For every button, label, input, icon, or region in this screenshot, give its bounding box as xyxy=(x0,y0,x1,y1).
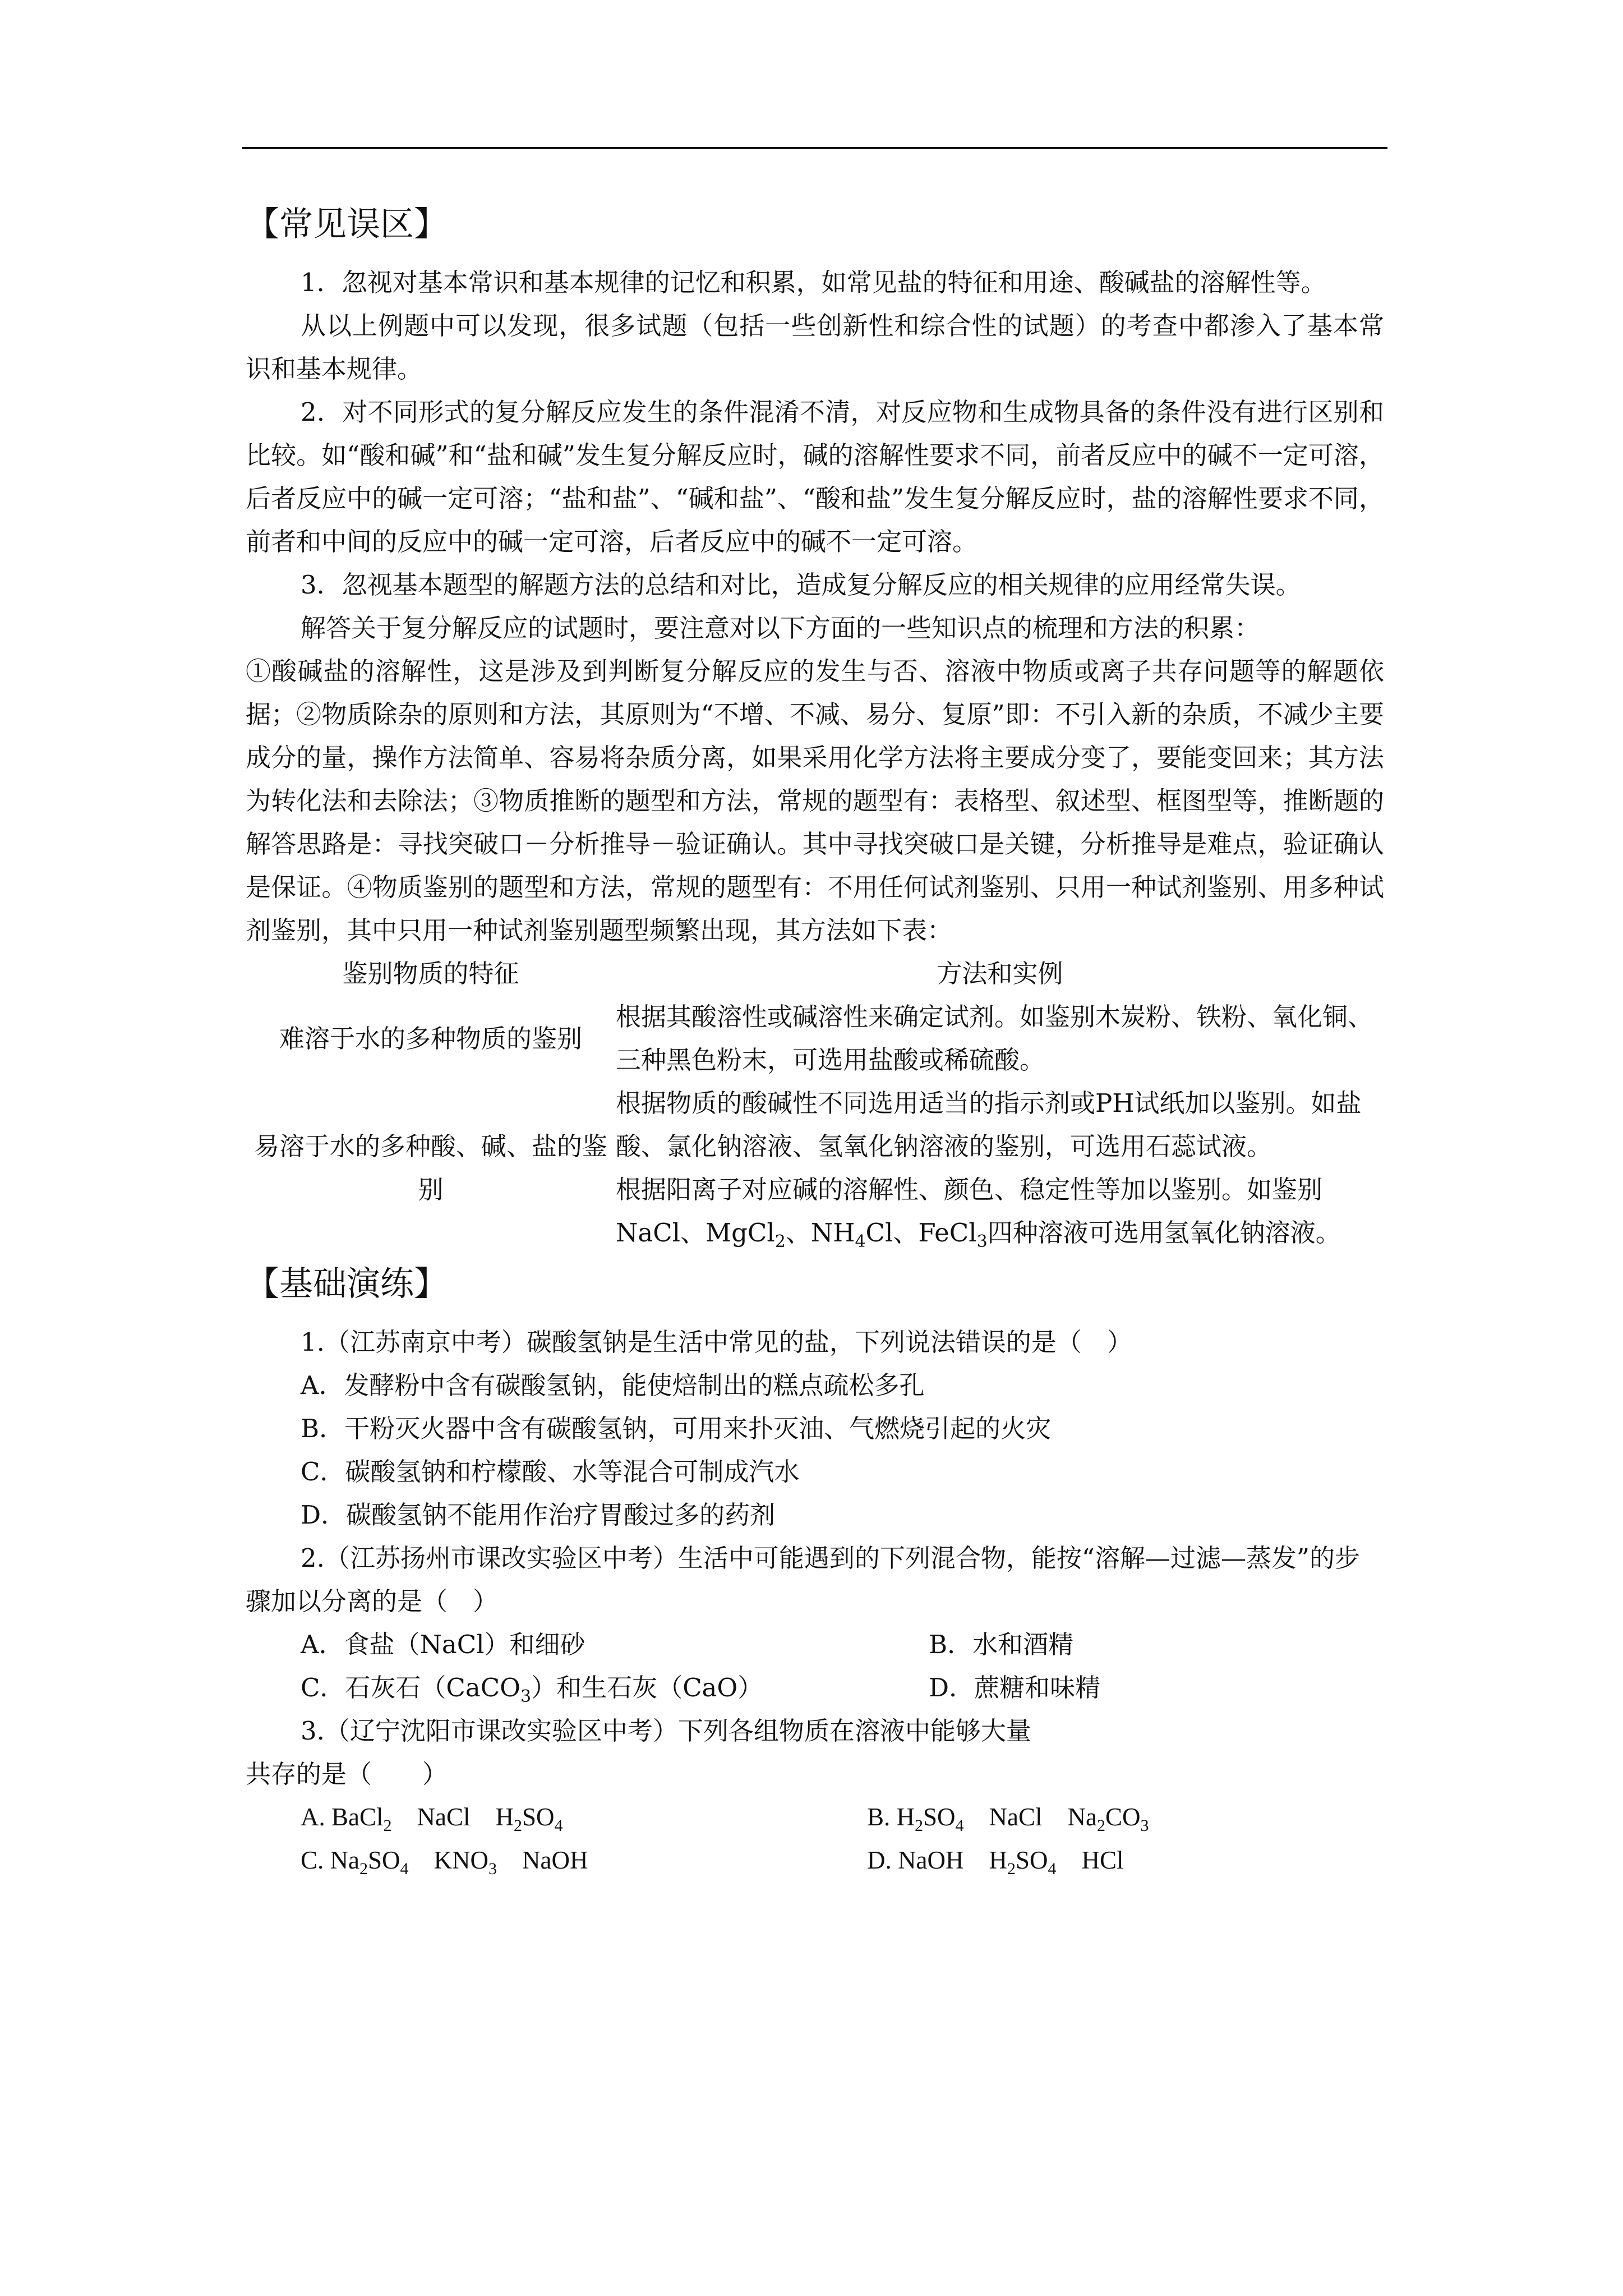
section-heading-basic-practice: 【基础演练】 xyxy=(246,1264,448,1304)
option-b: B. $H_2SO_4$ NaCl $Na_2CO_3$ xyxy=(867,1803,1149,1835)
option-a: A．发酵粉中含有碳酸氢钠，能使焙制出的糕点疏松多孔 xyxy=(301,1370,925,1400)
paragraph-4: 3．忽视基本题型的解题方法的总结和对比，造成复分解反应的相关规律的应用经常失误。 xyxy=(301,570,1301,600)
paragraph-2: 从以上例题中可以发现，很多试题（包括一些创新性和综合性的试题）的考查中都渗入了基本常识和基本规律。 xyxy=(246,311,1384,384)
section-heading-common-mistakes: 【常见误区】 xyxy=(246,205,448,244)
table-cell-method: 根据其酸溶性或碱溶性来确定试剂。如鉴别木炭粉、铁粉、氧化铜、三种黑色粉末，可选用盐酸或稀硫酸。 xyxy=(616,1002,1373,1075)
option-row xyxy=(246,1623,1384,1666)
method-text-indicator: 根据物质的酸碱性不同选用适当的指示剂或PH试纸加以鉴别。如盐酸、氯化钠溶液、氢氧化钠溶液的鉴别，可选用石蕊试液。 xyxy=(616,1088,1362,1161)
option-c: C. $Na_2SO_4$ $KNO_3$ NaOH xyxy=(301,1846,588,1878)
question-stem: 2.（江苏扬州市课改实验区中考）生活中可能遇到的下列混合物，能按“溶解—过滤—蒸发”的步骤加以分离的是（ ） xyxy=(246,1543,1360,1616)
question-stem-continued: 共存的是（ ） xyxy=(246,1759,448,1789)
option-c: C．石灰石（CaCO$_3$）和生石灰（CaO） xyxy=(301,1673,763,1706)
table-header-row xyxy=(246,952,1384,995)
paragraph-1: 1．忽视对基本常识和基本规律的记忆和积累，如常见盐的特征和用途、酸碱盐的溶解性等。 xyxy=(301,268,1326,297)
question-stem: 1.（江苏南京中考）碳酸氢钠是生活中常见的盐，下列说法错误的是（ ） xyxy=(301,1327,1132,1357)
option-b: B．水和酒精 xyxy=(929,1630,1074,1659)
document-body xyxy=(246,199,1384,1882)
question-1 xyxy=(246,1320,1384,1536)
table-row xyxy=(246,1082,1384,1254)
paragraph-5-body: ①酸碱盐的溶解性，这是涉及到判断复分解反应的发生与否、溶液中物质或离子共存问题等的解题依据；②物质除杂的原则和方法，其原则为“不增、不减、易分、复原”即：不引入新的杂质，不减少主要成分的量，操作方法简单、容易将杂质分离，如果采用化学方法将主要成分变了，要能变回来；其方法为转化法和去除法；③物质推断的题型和方法，常规的题型有：表格型、叙述型、框图型等，推断题的解答思路是：寻找突破口－分析推导－验证确认。其中寻找突破口是关键，分析推导是难点，验证确认是保证。④物质鉴别的题型和方法，常规的题型有：不用任何试剂鉴别、只用一种试剂鉴别、用多种试剂鉴别，其中只用一种试剂鉴别题型频繁出现，其方法如下表： xyxy=(246,656,1384,945)
question-2 xyxy=(246,1536,1384,1709)
option-row xyxy=(246,1666,1384,1709)
option-d: D. NaOH $H_2SO_4$ HCl xyxy=(867,1846,1124,1878)
table-header-feature: 鉴别物质的特征 xyxy=(342,959,519,988)
table-cell-feature: 易溶于水的多种酸、碱、盐的鉴别 xyxy=(253,1131,607,1204)
option-row xyxy=(246,1839,1384,1882)
table-row xyxy=(246,995,1384,1082)
paragraph-3: 2．对不同形式的复分解反应发生的条件混淆不清，对反应物和生成物具备的条件没有进行区别和比较。如“酸和碱”和“盐和碱”发生复分解反应时，碱的溶解性要求不同，前者反应中的碱不一定可溶，后者反应中的碱一定可溶；“盐和盐”、“碱和盐”、“酸和盐”发生复分解反应时，盐的溶解性要求不同，前者和中间的反应中的碱一定可溶，后者反应中的碱不一定可溶。 xyxy=(246,397,1384,556)
identification-method-table xyxy=(246,952,1384,1254)
option-row xyxy=(246,1796,1384,1839)
question-stem: 3.（辽宁沈阳市课改实验区中考）下列各组物质在溶液中能够大量 xyxy=(301,1716,1031,1746)
table-cell-method xyxy=(616,1082,1384,1254)
option-c: C．碳酸氢钠和柠檬酸、水等混合可制成汽水 xyxy=(301,1457,800,1487)
question-3 xyxy=(246,1709,1384,1882)
header-rule xyxy=(242,147,1387,149)
option-d: D．蔗糖和味精 xyxy=(929,1673,1101,1703)
option-a: A．食盐（NaCl）和细砂 xyxy=(301,1630,585,1659)
option-a: A. BaCl$_2$ NaCl $H_2SO_4$ xyxy=(301,1803,563,1835)
table-header-method: 方法和实例 xyxy=(937,959,1063,988)
method-text-cation: 根据阳离子对应碱的溶解性、颜色、稳定性等加以鉴别。如鉴别NaCl、MgCl$_2$、$NH_4Cl$、FeCl$_3$四种溶液可选用氢氧化钠溶液。 xyxy=(616,1175,1341,1251)
paragraph-5-intro: 解答关于复分解反应的试题时，要注意对以下方面的一些知识点的梳理和方法的积累： xyxy=(301,613,1260,643)
option-d: D．碳酸氢钠不能用作治疗胃酸过多的药剂 xyxy=(301,1500,776,1530)
table-cell-feature: 难溶于水的多种物质的鉴别 xyxy=(279,1023,582,1053)
option-b: B．干粉灭火器中含有碳酸氢钠，可用来扑灭油、气燃烧引起的火灾 xyxy=(301,1414,1052,1443)
